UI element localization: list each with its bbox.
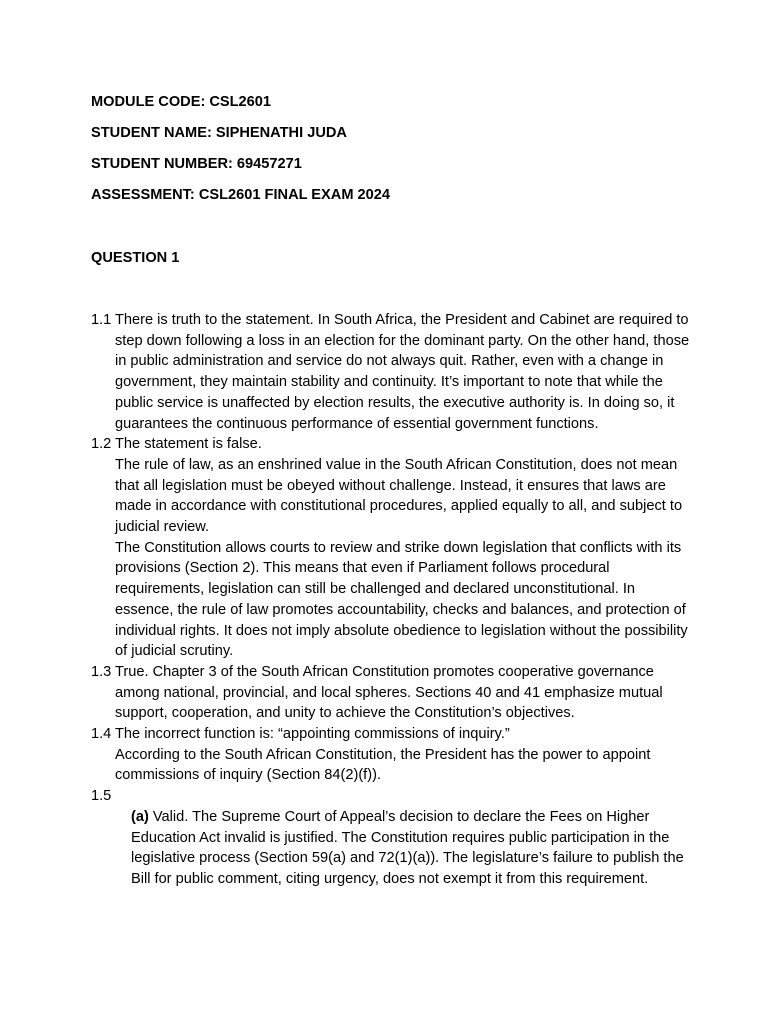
answer-number: 1.4 xyxy=(91,726,112,743)
sub-answer-label: (a) xyxy=(131,808,149,825)
answer-paragraph: The Constitution allows courts to review and strike down legislation that conflicts with its provisions (Section 2). This means that even if Parliament follows procedural requirements, legislation can still be challenged and declared unconstitutional. In essence, the rule of law promotes accountability, checks and balances, and protection of individual rights. It does not imply absolute obedience to legislation without the possibility of judicial scrutiny. xyxy=(115,539,688,660)
answer-1-5 xyxy=(91,786,691,890)
answer-number: 1.1 xyxy=(91,312,112,328)
answer-1-4 xyxy=(91,724,691,786)
assessment-title: ASSESSMENT: CSL2601 FINAL EXAM 2024 xyxy=(91,187,390,203)
answer-number: 1.3 xyxy=(91,663,112,680)
module-code: MODULE CODE: CSL2601 xyxy=(91,94,272,110)
question-heading: QUESTION 1 xyxy=(91,250,180,266)
answer-1-3 xyxy=(91,662,691,724)
answer-list xyxy=(91,310,691,890)
answer-paragraph: The rule of law, as an enshrined value in the South African Constitution, does not mean that all legislation must be obeyed without challenge. Instead, it ensures that laws are made in accordance with constitutional procedures, applied equally to all, and subject to judicial review. xyxy=(115,456,683,536)
student-number: STUDENT NUMBER: 69457271 xyxy=(91,156,302,172)
answer-paragraph: According to the South African Constitution, the President has the power to appoint commissions of inquiry (Section 84(2)(f)). xyxy=(115,746,651,784)
answer-number: 1.2 xyxy=(91,436,112,453)
answer-number: 1.5 xyxy=(91,788,112,805)
answer-intro: The statement is false. xyxy=(115,436,262,453)
answer-spacer xyxy=(115,786,691,807)
answer-intro: The incorrect function is: “appointing commissions of inquiry.” xyxy=(115,726,510,743)
sub-answer-a xyxy=(115,807,691,890)
answer-1-2 xyxy=(91,434,691,662)
student-name: STUDENT NAME: SIPHENATHI JUDA xyxy=(91,125,347,141)
answer-1-1 xyxy=(91,310,691,434)
answer-text: True. Chapter 3 of the South African Constitution promotes cooperative governance among national, provincial, and local spheres. Sections 40 and 41 emphasize mutual support, cooperation, and unity to achieve the Constitution’s objectives. xyxy=(115,663,663,722)
answer-text: There is truth to the statement. In South Africa, the President and Cabinet are required to step down following a loss in an election for the dominant party. On the other hand, those in public administration and service do not always quit. Rather, even with a change in government, they maintain stability and continuity. It’s important to note that while the public service is unaffected by election results, the executive authority is. In doing so, it guarantees the continuous performance of essential government functions. xyxy=(115,312,690,432)
sub-answer-text: Valid. The Supreme Court of Appeal’s decision to declare the Fees on Higher Education Act invalid is justified. The Constitution requires public participation in the legislative process (Section 59(a) and 72(1)(a)). The legislature’s failure to publish the Bill for public comment, citing urgency, does not exempt it from this requirement. xyxy=(131,808,684,887)
